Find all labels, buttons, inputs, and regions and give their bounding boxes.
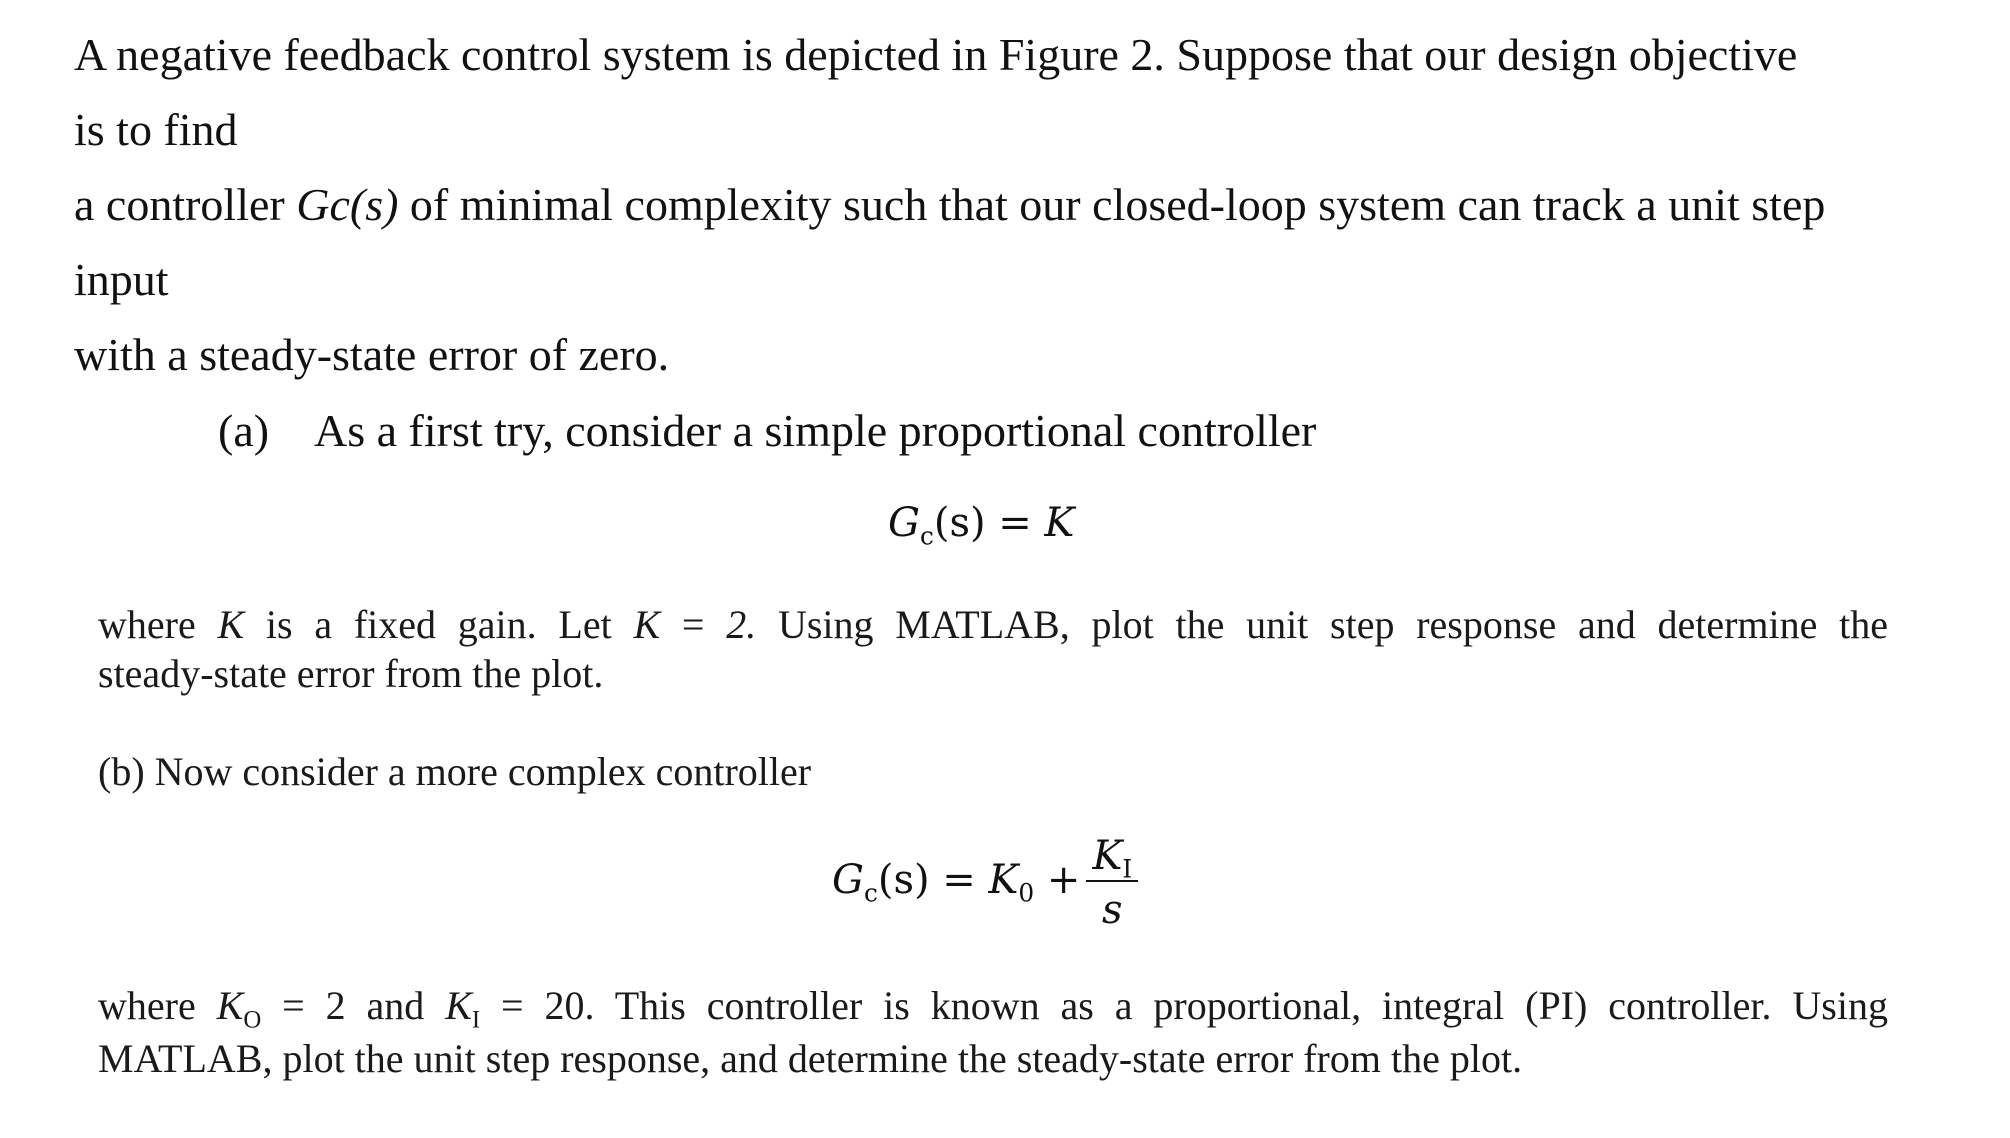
part-b-desc-1a: where <box>98 983 217 1028</box>
part-a-desc-1c: = <box>660 602 727 647</box>
intro-line-3-post: of minimal complexity such that our closed-loop system can track a unit step <box>398 179 1826 230</box>
part-b-desc-K: K <box>216 983 244 1028</box>
intro-line-4: input <box>74 254 169 305</box>
eq-b-K0: K <box>988 857 1019 903</box>
equation-proportional <box>888 500 1075 551</box>
eq-b-KI: K <box>1092 833 1123 879</box>
part-a-desc-1b: is a fixed gain. Let <box>244 602 634 647</box>
part-b-desc-1b: = 2 and <box>261 983 446 1028</box>
eq-b-sub: c <box>863 878 878 908</box>
eq-b-fraction <box>1086 834 1138 932</box>
intro-line-5: with a steady-state error of zero. <box>74 329 670 380</box>
eq-a-K: K <box>1044 500 1075 546</box>
eq-b-K0-sub: 0 <box>1018 878 1035 908</box>
part-a-desc-K2: K <box>633 602 661 647</box>
part-b-desc-K2sub: I <box>471 1006 481 1034</box>
eq-b-plus: + <box>1034 857 1081 903</box>
part-b-desc-1c: = 20. This controller is known as a proportional, integral (PI) controller. Using <box>480 983 1888 1028</box>
part-a-desc-1d: Using MATLAB, plot the unit step response and determine the <box>756 602 1888 647</box>
part-a-desc-line-2: steady-state error from the plot. <box>98 651 604 696</box>
equation-pi <box>832 834 1138 932</box>
part-a-desc-val: 2. <box>726 602 757 647</box>
part-a-label: (a) <box>218 405 270 456</box>
part-a-desc-line-1 <box>98 601 1888 648</box>
intro-line-3-pre: a controller <box>74 179 297 230</box>
eq-a-sub: c <box>919 521 934 551</box>
eq-a-rest: (s) = <box>933 500 1045 546</box>
intro-line-2: is to find <box>74 104 238 155</box>
part-b-desc-line-2: MATLAB, plot the unit step response, and determine the steady-state error from the plot. <box>98 1036 1523 1081</box>
part-a-text: As a first try, consider a simple proportional controller <box>314 405 1317 456</box>
part-a-desc-1a: where <box>98 602 218 647</box>
part-b-desc-line-1 <box>98 982 1888 1034</box>
eq-b-KI-sub: I <box>1122 854 1133 884</box>
eq-b-denominator: s <box>1102 887 1123 933</box>
part-b-desc-Ksub: O <box>243 1006 262 1034</box>
eq-b-G: G <box>832 857 864 903</box>
part-b-desc-K2: K <box>445 983 472 1028</box>
eq-b-numerator <box>1086 834 1138 882</box>
eq-b-rest: (s) = <box>877 857 989 903</box>
intro-line-1: A negative feedback control system is depicted in Figure 2. Suppose that our design objective <box>74 29 1798 80</box>
intro-line-3 <box>74 178 1825 231</box>
part-b-heading: (b) Now consider a more complex controller <box>98 749 812 794</box>
part-a-desc-K: K <box>217 602 245 647</box>
controller-symbol: Gc(s) <box>296 179 399 230</box>
eq-a-G: G <box>888 500 920 546</box>
